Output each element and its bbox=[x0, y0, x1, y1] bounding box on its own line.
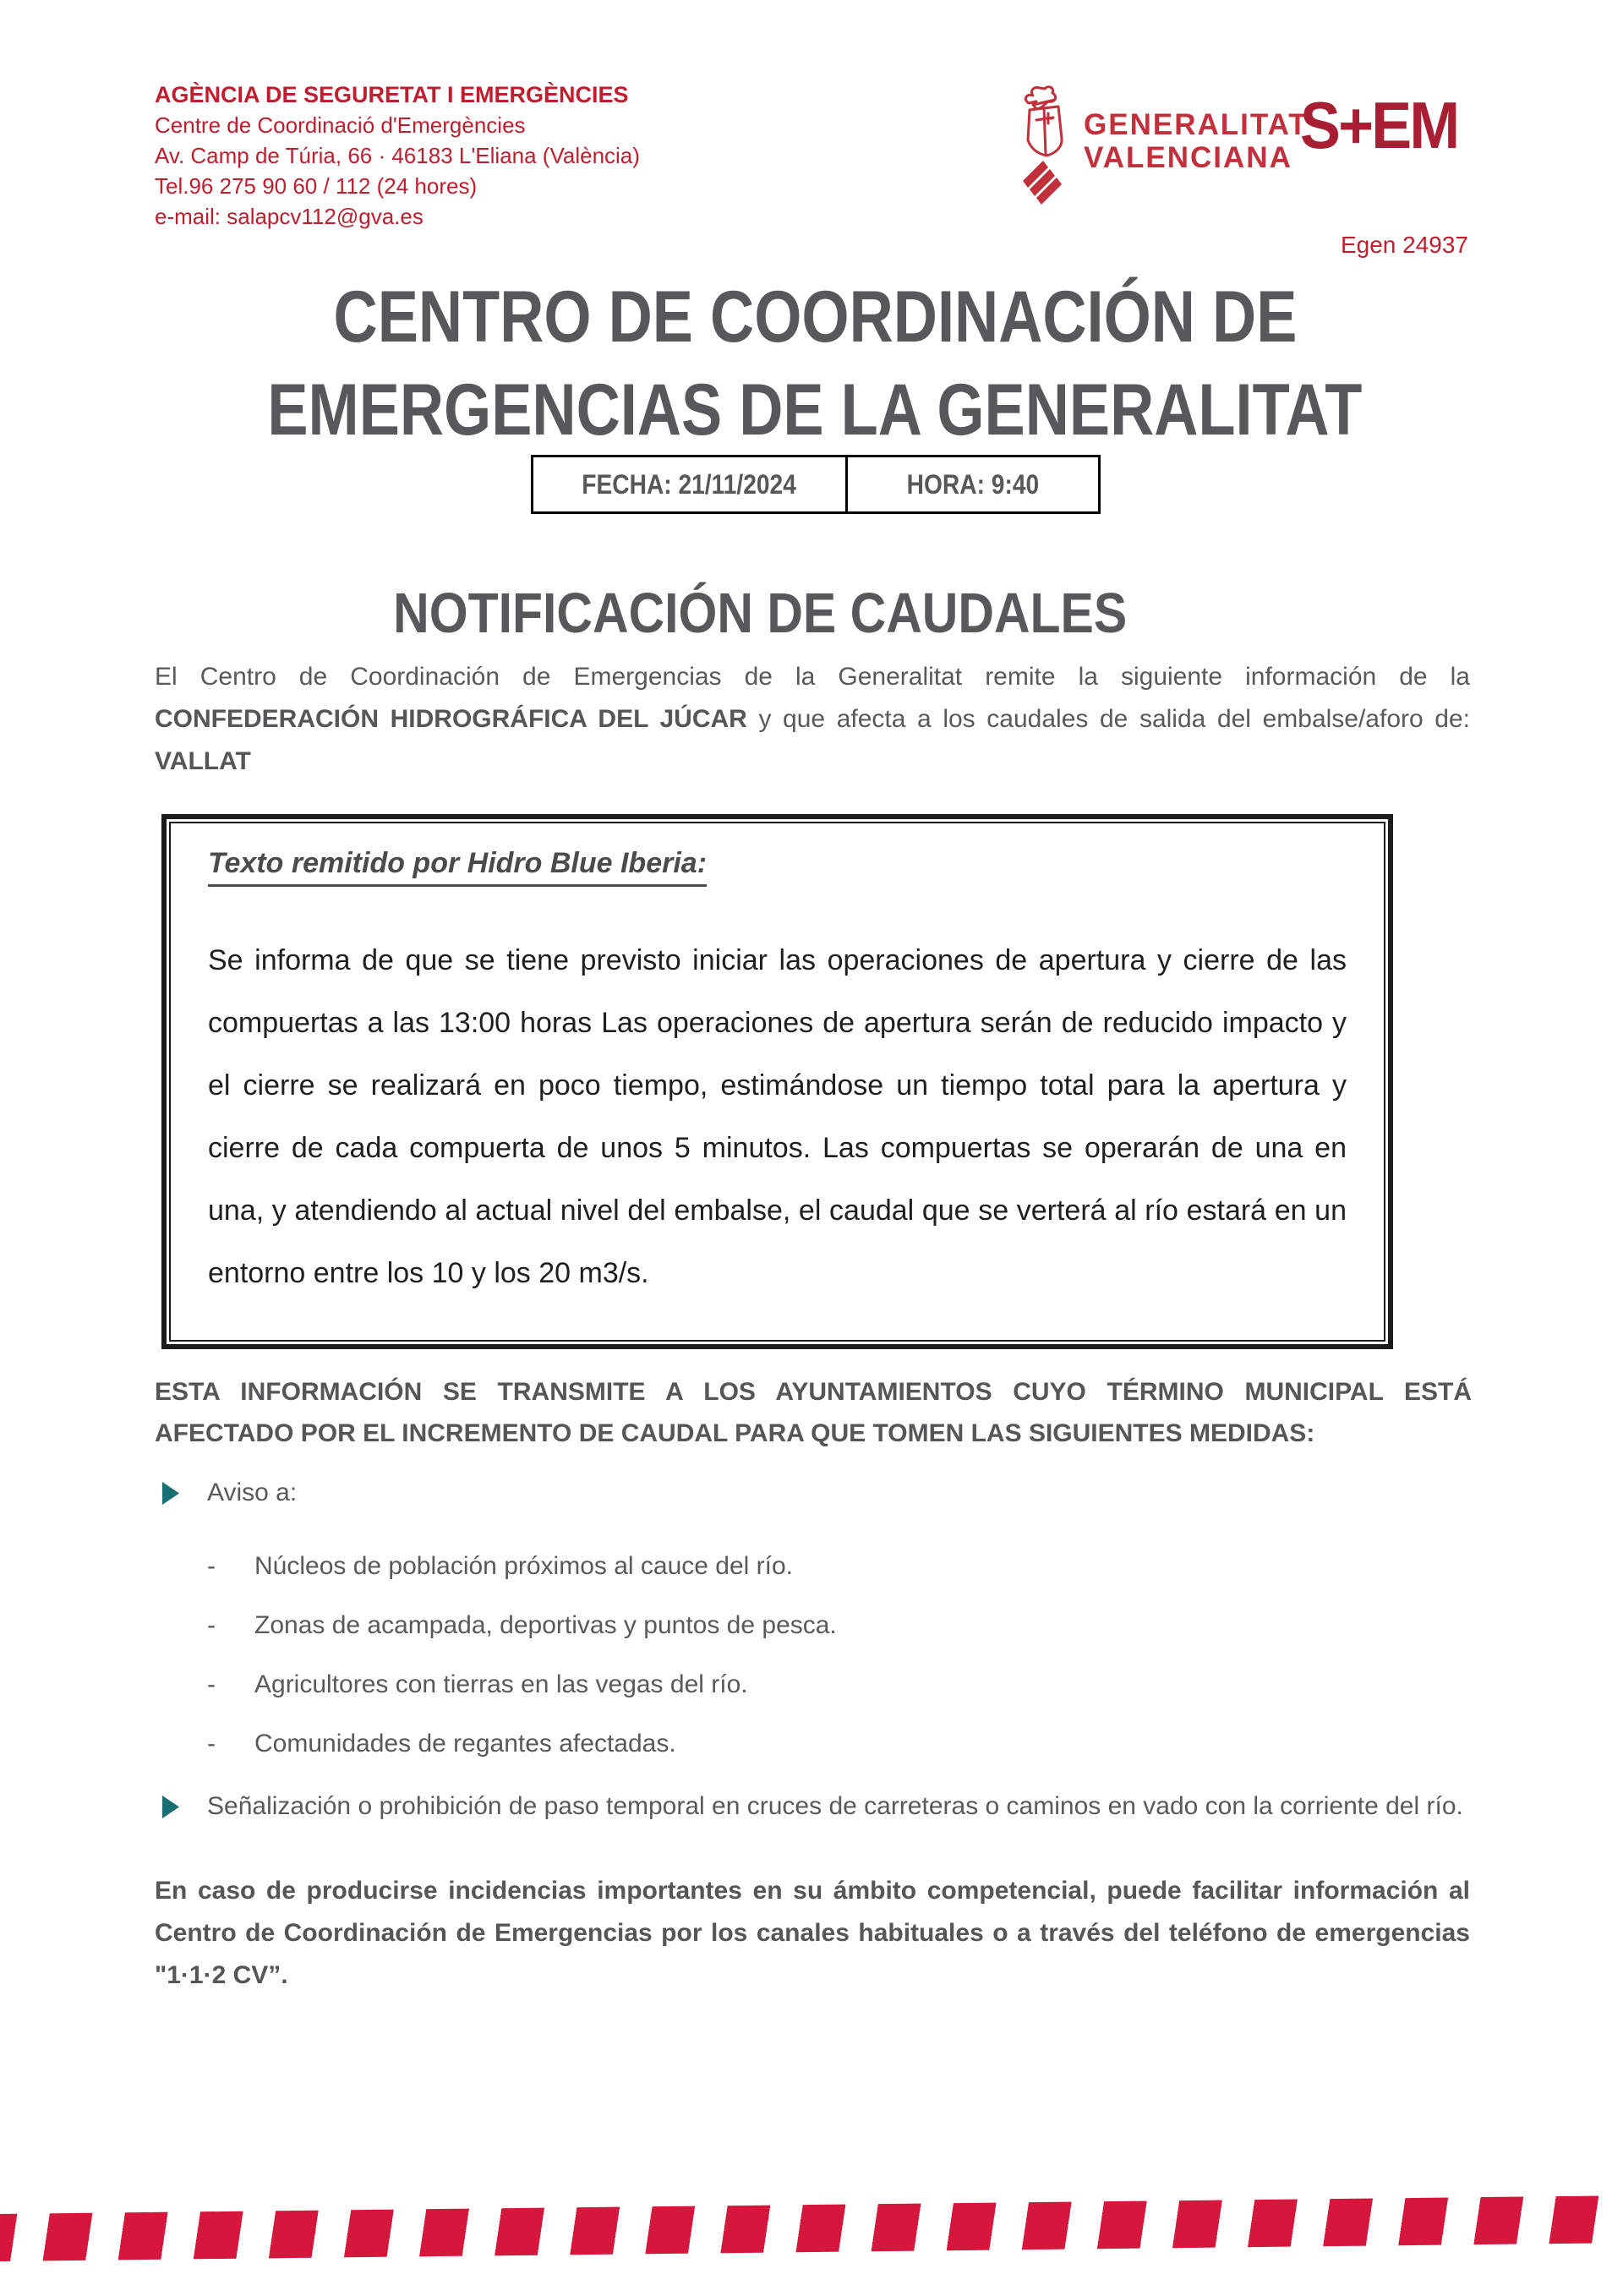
reference-number: Egen 24937 bbox=[1340, 232, 1468, 258]
remitted-box-body: Se informa de que se tiene previsto iniciar las operaciones de apertura y cierre de las compuertas a las 13:00 horas Las operaciones de apertura serán de reducido impacto y el cierre se realizará en poco tiempo, estimándose un tiempo total para la apertura y cierre de cada compuerta de unos 5 minutos. Las compuertas se operarán de una en una, y atendiendo al actual nivel del embalse, el caudal que se verterá al río estará en un entorno entre los 10 y los 20 m3/s. bbox=[208, 944, 1347, 1289]
hora-value: HORA: 9:40 bbox=[906, 468, 1040, 500]
agency-header bbox=[155, 79, 640, 232]
sub-bullet-label: Núcleos de población próximos al cauce del río. bbox=[254, 1552, 794, 1580]
document-title bbox=[155, 271, 1475, 456]
remitted-box-heading: Texto remitido por Hidro Blue Iberia: bbox=[208, 847, 707, 887]
generalitat-wordmark-line1: GENERALITAT bbox=[1084, 108, 1309, 141]
list-item bbox=[155, 1596, 1473, 1655]
measures-intro-paragraph: ESTA INFORMACIÓN SE TRANSMITE A LOS AYUNTAMIENTOS CUYO TÉRMINO MUNICIPAL ESTÁ AFECTADO POR EL INCREMENTO DE CAUDAL PARA QUE TOMEN LAS SIGUIENTES MEDIDAS: bbox=[155, 1378, 1472, 1447]
bullet-label: Señalización o prohibición de paso temporal en cruces de carreteras o caminos en vado con la corriente del río. bbox=[207, 1792, 1463, 1820]
notification-heading-text: NOTIFICACIÓN DE CAUDALES bbox=[392, 582, 1128, 645]
sub-bullet-label: Agricultores con tierras en las vegas del río. bbox=[254, 1670, 748, 1698]
intro-text-2: y que afecta a los caudales de salida del embalse/aforo de: bbox=[746, 705, 1470, 733]
sub-bullet-label: Zonas de acampada, deportivas y puntos de pesca. bbox=[254, 1611, 837, 1639]
agency-address: Av. Camp de Túria, 66 · 46183 L'Eliana (València) bbox=[155, 143, 640, 168]
hora-cell bbox=[845, 457, 1098, 511]
remitted-text-box bbox=[161, 814, 1393, 1349]
document-title-line2: EMERGENCIAS DE LA GENERALITAT bbox=[267, 369, 1363, 451]
striped-footer-band bbox=[0, 2195, 1623, 2262]
list-item bbox=[155, 1537, 1473, 1596]
closing-paragraph: En caso de producirse incidencias importantes en su ámbito competencial, puede facilitar información al Centro de Coordinación de Emergencias por los canales habituales o a través del teléfono de emergencias "1·1·2 CV”. bbox=[155, 1877, 1470, 1989]
intro-bold-vallat: VALLAT bbox=[155, 747, 251, 775]
document-title-line1: CENTRO DE COORDINACIÓN DE bbox=[333, 276, 1297, 358]
remitted-text-box-inner bbox=[169, 822, 1385, 1342]
sub-bullet-dash: - bbox=[207, 1611, 216, 1639]
agency-email: e-mail: salapcv112@gva.es bbox=[155, 204, 424, 229]
generalitat-emblem-icon bbox=[1014, 83, 1074, 210]
notification-heading bbox=[155, 583, 1475, 644]
fecha-cell bbox=[533, 457, 845, 511]
intro-text-1: El Centro de Coordinación de Emergencias de la Generalitat remite la siguiente información de la bbox=[155, 663, 1470, 691]
date-time-table bbox=[531, 455, 1101, 514]
sub-bullet-dash: - bbox=[207, 1730, 216, 1758]
generalitat-wordmark-line2: VALENCIANA bbox=[1084, 141, 1292, 174]
list-item bbox=[155, 1474, 1473, 1512]
list-item bbox=[155, 1714, 1473, 1774]
sem-logo: S+EM bbox=[1300, 88, 1458, 162]
list-item bbox=[155, 1777, 1473, 1836]
sub-bullet-dash: - bbox=[207, 1552, 216, 1580]
bullet-label: Aviso a: bbox=[207, 1479, 298, 1506]
generalitat-wordmark bbox=[1084, 108, 1309, 174]
measures-list bbox=[155, 1474, 1473, 1861]
bullet-arrow-icon bbox=[161, 1482, 180, 1505]
agency-phone: Tel.96 275 90 60 / 112 (24 hores) bbox=[155, 173, 478, 199]
agency-department: Centre de Coordinació d'Emergències bbox=[155, 112, 526, 138]
list-item bbox=[155, 1655, 1473, 1714]
fecha-value: FECHA: 21/11/2024 bbox=[582, 468, 797, 500]
sub-bullet-dash: - bbox=[207, 1670, 216, 1698]
bullet-arrow-icon bbox=[161, 1796, 180, 1818]
sub-bullet-label: Comunidades de regantes afectadas. bbox=[254, 1730, 676, 1758]
intro-paragraph bbox=[155, 656, 1470, 783]
intro-bold-confederacion: CONFEDERACIÓN HIDROGRÁFICA DEL JÚCAR bbox=[155, 705, 747, 733]
agency-name: AGÈNCIA DE SEGURETAT I EMERGÈNCIES bbox=[155, 82, 629, 107]
